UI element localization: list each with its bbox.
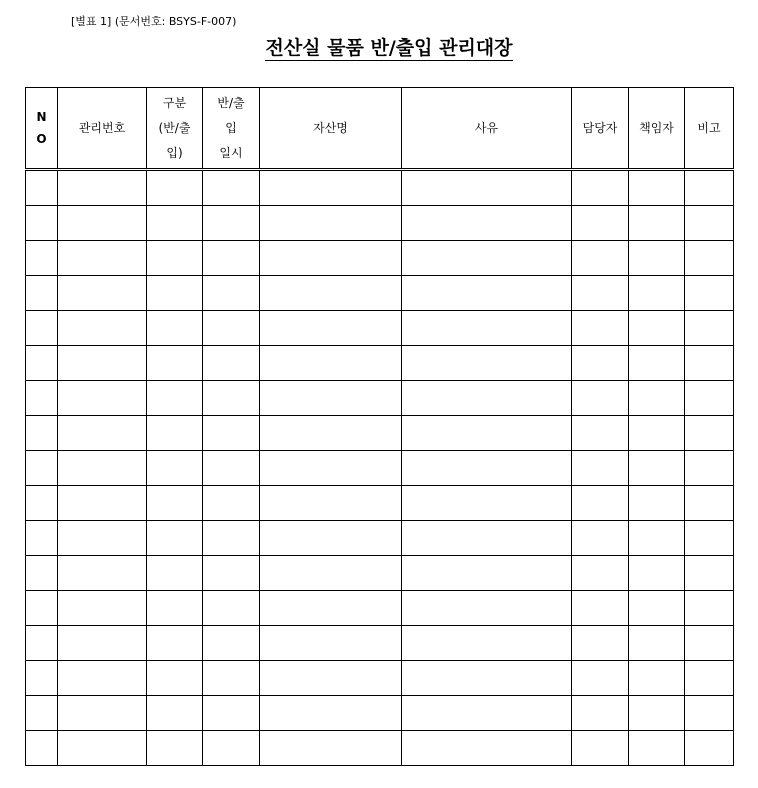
cell-manager[interactable] [629, 591, 685, 626]
header-category: 구분 (반/출 입) [147, 88, 203, 170]
cell-datetime[interactable] [203, 521, 260, 556]
cell-datetime[interactable] [203, 170, 260, 206]
table-row [26, 696, 734, 731]
cell-category[interactable] [147, 346, 203, 381]
header-row [26, 88, 734, 170]
cell-mgmt-no[interactable] [58, 276, 147, 311]
cell-asset-name[interactable] [260, 696, 402, 731]
cell-remarks[interactable] [685, 276, 734, 311]
cell-category[interactable] [147, 486, 203, 521]
cell-remarks[interactable] [685, 451, 734, 486]
cell-datetime[interactable] [203, 311, 260, 346]
cell-mgmt-no[interactable] [58, 241, 147, 276]
cell-manager[interactable] [629, 276, 685, 311]
cell-reason[interactable] [402, 170, 572, 206]
cell-category[interactable] [147, 381, 203, 416]
cell-remarks[interactable] [685, 626, 734, 661]
cell-mgmt-no[interactable] [58, 311, 147, 346]
cell-handler[interactable] [572, 416, 629, 451]
cell-manager[interactable] [629, 381, 685, 416]
cell-no[interactable] [26, 241, 58, 276]
cell-reason[interactable] [402, 556, 572, 591]
cell-mgmt-no[interactable] [58, 346, 147, 381]
cell-asset-name[interactable] [260, 731, 402, 766]
cell-category[interactable] [147, 696, 203, 731]
cell-remarks[interactable] [685, 241, 734, 276]
cell-asset-name[interactable] [260, 556, 402, 591]
header-asset-name: 자산명 [260, 88, 402, 170]
cell-manager[interactable] [629, 731, 685, 766]
cell-category[interactable] [147, 556, 203, 591]
header-reason: 사유 [402, 88, 572, 170]
table-row [26, 591, 734, 626]
cell-datetime[interactable] [203, 416, 260, 451]
cell-datetime[interactable] [203, 661, 260, 696]
cell-mgmt-no[interactable] [58, 661, 147, 696]
table-row [26, 311, 734, 346]
table-row [26, 276, 734, 311]
cell-mgmt-no[interactable] [58, 696, 147, 731]
cell-manager[interactable] [629, 626, 685, 661]
cell-handler[interactable] [572, 696, 629, 731]
cell-no[interactable] [26, 486, 58, 521]
cell-reason[interactable] [402, 521, 572, 556]
cell-reason[interactable] [402, 346, 572, 381]
header-datetime: 반/출 입 일시 [203, 88, 260, 170]
cell-datetime[interactable] [203, 206, 260, 241]
cell-manager[interactable] [629, 170, 685, 206]
cell-handler[interactable] [572, 591, 629, 626]
cell-no[interactable] [26, 381, 58, 416]
cell-datetime[interactable] [203, 241, 260, 276]
cell-asset-name[interactable] [260, 346, 402, 381]
cell-datetime[interactable] [203, 696, 260, 731]
table-row [26, 416, 734, 451]
cell-no[interactable] [26, 521, 58, 556]
cell-mgmt-no[interactable] [58, 206, 147, 241]
cell-no[interactable] [26, 170, 58, 206]
cell-mgmt-no[interactable] [58, 626, 147, 661]
cell-asset-name[interactable] [260, 276, 402, 311]
cell-mgmt-no[interactable] [58, 416, 147, 451]
header-no: N O [26, 88, 58, 170]
cell-manager[interactable] [629, 486, 685, 521]
document-title-wrap [0, 33, 758, 60]
cell-remarks[interactable] [685, 696, 734, 731]
cell-remarks[interactable] [685, 486, 734, 521]
cell-reason[interactable] [402, 731, 572, 766]
cell-mgmt-no[interactable] [58, 486, 147, 521]
table-row [26, 170, 734, 206]
cell-reason[interactable] [402, 381, 572, 416]
cell-handler[interactable] [572, 276, 629, 311]
cell-manager[interactable] [629, 696, 685, 731]
cell-asset-name[interactable] [260, 311, 402, 346]
cell-no[interactable] [26, 661, 58, 696]
cell-manager[interactable] [629, 206, 685, 241]
cell-remarks[interactable] [685, 731, 734, 766]
cell-asset-name[interactable] [260, 451, 402, 486]
cell-handler[interactable] [572, 661, 629, 696]
cell-reason[interactable] [402, 591, 572, 626]
cell-category[interactable] [147, 241, 203, 276]
cell-datetime[interactable] [203, 346, 260, 381]
cell-reason[interactable] [402, 626, 572, 661]
header-manager: 책임자 [629, 88, 685, 170]
cell-manager[interactable] [629, 556, 685, 591]
cell-mgmt-no[interactable] [58, 170, 147, 206]
cell-handler[interactable] [572, 556, 629, 591]
cell-remarks[interactable] [685, 591, 734, 626]
cell-mgmt-no[interactable] [58, 451, 147, 486]
cell-reason[interactable] [402, 661, 572, 696]
cell-asset-name[interactable] [260, 661, 402, 696]
cell-datetime[interactable] [203, 626, 260, 661]
cell-mgmt-no[interactable] [58, 521, 147, 556]
cell-category[interactable] [147, 521, 203, 556]
cell-datetime[interactable] [203, 381, 260, 416]
table-row [26, 731, 734, 766]
table-row [26, 521, 734, 556]
cell-no[interactable] [26, 731, 58, 766]
cell-category[interactable] [147, 206, 203, 241]
cell-mgmt-no[interactable] [58, 381, 147, 416]
cell-handler[interactable] [572, 311, 629, 346]
table-row [26, 451, 734, 486]
register-table [25, 87, 734, 766]
cell-datetime[interactable] [203, 486, 260, 521]
cell-mgmt-no[interactable] [58, 731, 147, 766]
cell-category[interactable] [147, 591, 203, 626]
cell-no[interactable] [26, 416, 58, 451]
cell-remarks[interactable] [685, 311, 734, 346]
cell-no[interactable] [26, 206, 58, 241]
cell-asset-name[interactable] [260, 416, 402, 451]
header-mgmt-no: 관리번호 [58, 88, 147, 170]
cell-category[interactable] [147, 451, 203, 486]
cell-no[interactable] [26, 591, 58, 626]
cell-asset-name[interactable] [260, 521, 402, 556]
header-handler: 담당자 [572, 88, 629, 170]
cell-handler[interactable] [572, 451, 629, 486]
cell-remarks[interactable] [685, 556, 734, 591]
document-title: 전산실 물품 반/출입 관리대장 [265, 37, 513, 59]
cell-reason[interactable] [402, 486, 572, 521]
cell-reason[interactable] [402, 241, 572, 276]
cell-handler[interactable] [572, 170, 629, 206]
cell-datetime[interactable] [203, 556, 260, 591]
cell-no[interactable] [26, 696, 58, 731]
cell-reason[interactable] [402, 451, 572, 486]
cell-manager[interactable] [629, 661, 685, 696]
document-reference: [별표 1] (문서번호: BSYS-F-007) [71, 15, 237, 28]
cell-handler[interactable] [572, 626, 629, 661]
table-row [26, 381, 734, 416]
header-remarks: 비고 [685, 88, 734, 170]
table-row [26, 556, 734, 591]
cell-no[interactable] [26, 276, 58, 311]
table-row [26, 661, 734, 696]
cell-datetime[interactable] [203, 591, 260, 626]
cell-handler[interactable] [572, 206, 629, 241]
cell-category[interactable] [147, 731, 203, 766]
cell-asset-name[interactable] [260, 591, 402, 626]
cell-asset-name[interactable] [260, 170, 402, 206]
cell-asset-name[interactable] [260, 381, 402, 416]
cell-datetime[interactable] [203, 451, 260, 486]
cell-manager[interactable] [629, 521, 685, 556]
cell-handler[interactable] [572, 731, 629, 766]
cell-no[interactable] [26, 556, 58, 591]
cell-no[interactable] [26, 311, 58, 346]
cell-manager[interactable] [629, 311, 685, 346]
table-row [26, 486, 734, 521]
cell-no[interactable] [26, 346, 58, 381]
cell-manager[interactable] [629, 451, 685, 486]
cell-category[interactable] [147, 311, 203, 346]
cell-remarks[interactable] [685, 170, 734, 206]
cell-category[interactable] [147, 661, 203, 696]
cell-asset-name[interactable] [260, 241, 402, 276]
cell-category[interactable] [147, 170, 203, 206]
cell-remarks[interactable] [685, 206, 734, 241]
cell-category[interactable] [147, 626, 203, 661]
table-row [26, 346, 734, 381]
cell-mgmt-no[interactable] [58, 591, 147, 626]
cell-handler[interactable] [572, 521, 629, 556]
cell-reason[interactable] [402, 416, 572, 451]
cell-category[interactable] [147, 276, 203, 311]
cell-remarks[interactable] [685, 416, 734, 451]
cell-asset-name[interactable] [260, 626, 402, 661]
cell-asset-name[interactable] [260, 486, 402, 521]
cell-remarks[interactable] [685, 521, 734, 556]
cell-handler[interactable] [572, 241, 629, 276]
cell-reason[interactable] [402, 311, 572, 346]
cell-manager[interactable] [629, 346, 685, 381]
table-row [26, 626, 734, 661]
cell-category[interactable] [147, 416, 203, 451]
table-row [26, 241, 734, 276]
cell-handler[interactable] [572, 381, 629, 416]
cell-handler[interactable] [572, 486, 629, 521]
cell-remarks[interactable] [685, 661, 734, 696]
register-body [26, 170, 734, 766]
cell-manager[interactable] [629, 241, 685, 276]
cell-mgmt-no[interactable] [58, 556, 147, 591]
cell-asset-name[interactable] [260, 206, 402, 241]
cell-datetime[interactable] [203, 276, 260, 311]
cell-manager[interactable] [629, 416, 685, 451]
cell-reason[interactable] [402, 206, 572, 241]
cell-datetime[interactable] [203, 731, 260, 766]
cell-handler[interactable] [572, 346, 629, 381]
cell-reason[interactable] [402, 276, 572, 311]
table-row [26, 206, 734, 241]
cell-remarks[interactable] [685, 346, 734, 381]
cell-no[interactable] [26, 626, 58, 661]
cell-remarks[interactable] [685, 381, 734, 416]
cell-no[interactable] [26, 451, 58, 486]
cell-reason[interactable] [402, 696, 572, 731]
